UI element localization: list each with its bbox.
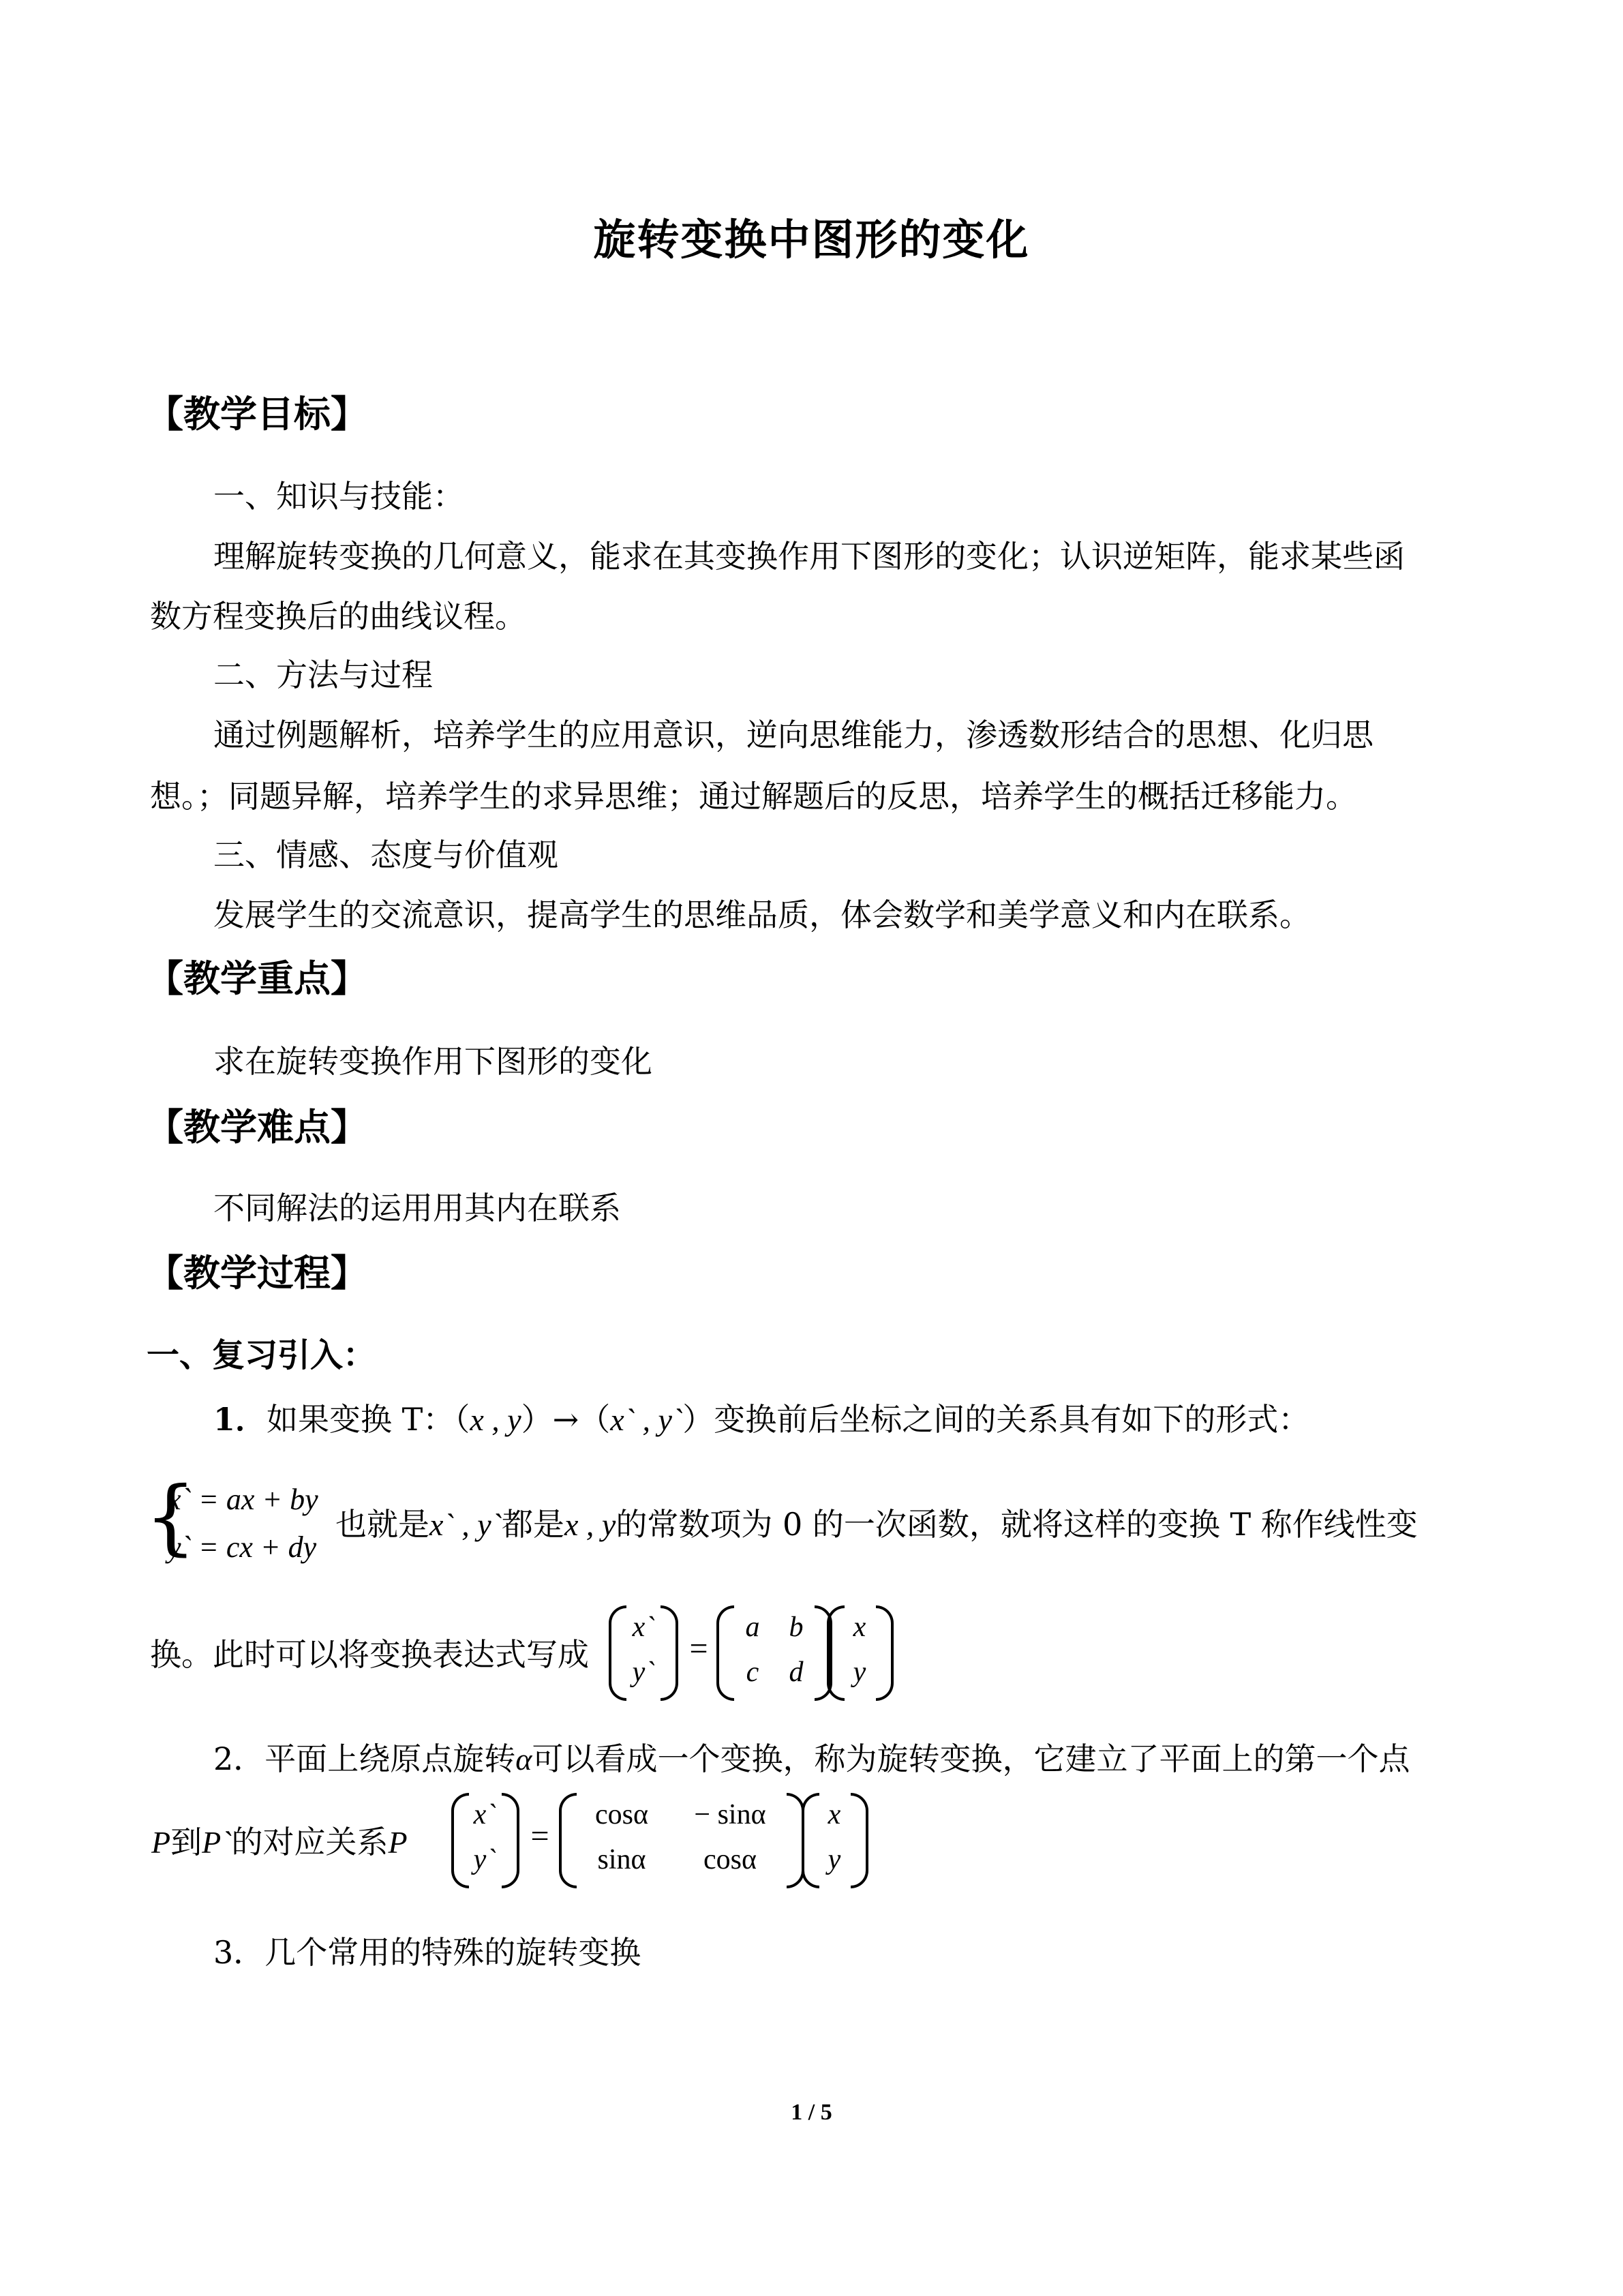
rhs-y: y: [853, 1657, 866, 1688]
item-3-line: 3．几个常用的特殊的旋转变换: [213, 1934, 641, 1971]
item-1-number: 1．: [213, 1401, 267, 1438]
lhs-y: y`: [632, 1657, 655, 1688]
rot-lhs-paren-right: [502, 1793, 519, 1888]
key-point-text: 求在旋转变换作用下图形的变化: [213, 1043, 652, 1080]
rot-sin: sinα: [597, 1844, 646, 1875]
lhs-paren-left: [609, 1605, 626, 1701]
abcd-paren-left: [716, 1605, 734, 1701]
item-2-line: 2．平面上绕原点旋转α可以看成一个变换，称为旋转变换，它建立了平面上的第一个点: [213, 1740, 1410, 1777]
rhs-x: x: [853, 1612, 866, 1643]
objective-line-2: 理解旋转变换的几何意义，能求在其变换作用下图形的变化；认识逆矩阵，能求某些函: [213, 538, 1405, 575]
rot-rhs-paren-left: [802, 1793, 819, 1888]
objective-line-8: 发展学生的交流意识，提高学生的思维品质，体会数学和美学意义和内在联系。: [213, 896, 1311, 933]
objective-line-4: 二、方法与过程: [213, 656, 433, 693]
heading-process: 【教学过程】: [147, 1251, 367, 1295]
system-eq-1: x` = ax + by: [168, 1483, 318, 1516]
system-description: 也就是x` , y`都是x , y的常数项为 0 的一次函数，就将这样的变换 T 称作线性变: [335, 1506, 1418, 1543]
matrix-d: d: [789, 1657, 804, 1688]
objective-line-6: 想。；同题异解，培养学生的求异思维；通过解题后的反思，培养学生的概括迁移能力。: [150, 778, 1357, 815]
objective-line-1: 一、知识与技能：: [213, 478, 464, 515]
objective-line-7: 三、情感、态度与价值观: [213, 836, 558, 873]
rhs-paren-left: [827, 1605, 845, 1701]
matrix-b: b: [789, 1612, 804, 1643]
lhs-paren-right: [661, 1605, 678, 1701]
heading-difficulties: 【教学难点】: [147, 1105, 367, 1149]
matrix-c: c: [746, 1657, 759, 1688]
rot-lhs-paren-left: [451, 1793, 469, 1888]
rot-rhs-x: x: [828, 1799, 841, 1830]
rot-cos-1: cosα: [595, 1799, 648, 1830]
system-brace: {: [145, 1470, 197, 1565]
heading-key-points: 【教学重点】: [147, 956, 367, 1000]
objective-line-5: 通过例题解析，培养学生的应用意识，逆向思维能力，渗透数形结合的思想、化归思: [213, 716, 1374, 753]
matrix-a: a: [745, 1612, 760, 1643]
matrix-intro: 换。此时可以将变换表达式写成: [150, 1636, 589, 1673]
item-1-line: 1．如果变换 T：（x , y）→（x` , y`）变换前后坐标之间的关系具有如下的形式：: [213, 1401, 1310, 1438]
difficulty-text: 不同解法的运用用其内在联系: [213, 1190, 621, 1226]
objective-line-3: 数方程变换后的曲线议程。: [150, 598, 526, 635]
equals-sign: =: [689, 1631, 708, 1667]
rot-lhs-y: y`: [473, 1844, 496, 1875]
rhs-paren-right: [876, 1605, 894, 1701]
system-eq-2: y` = cx + dy: [168, 1530, 317, 1564]
rot-neg-sin: − sinα: [694, 1799, 766, 1830]
rot-lhs-x: x`: [473, 1799, 496, 1830]
page-number: 1 / 5: [791, 2100, 832, 2125]
lhs-x: x`: [632, 1612, 655, 1643]
item-2-relation: P到P`的对应关系P: [151, 1824, 408, 1860]
page-title: 旋转变换中图形的变化: [593, 215, 1030, 265]
heading-objectives: 【教学目标】: [147, 392, 367, 436]
rot-cos-2: cosα: [703, 1844, 757, 1875]
rot-rhs-paren-right: [851, 1793, 868, 1888]
review-heading: 一、复习引入：: [147, 1336, 376, 1374]
rot-rhs-y: y: [828, 1844, 841, 1875]
rot-equals-sign: =: [530, 1818, 549, 1854]
